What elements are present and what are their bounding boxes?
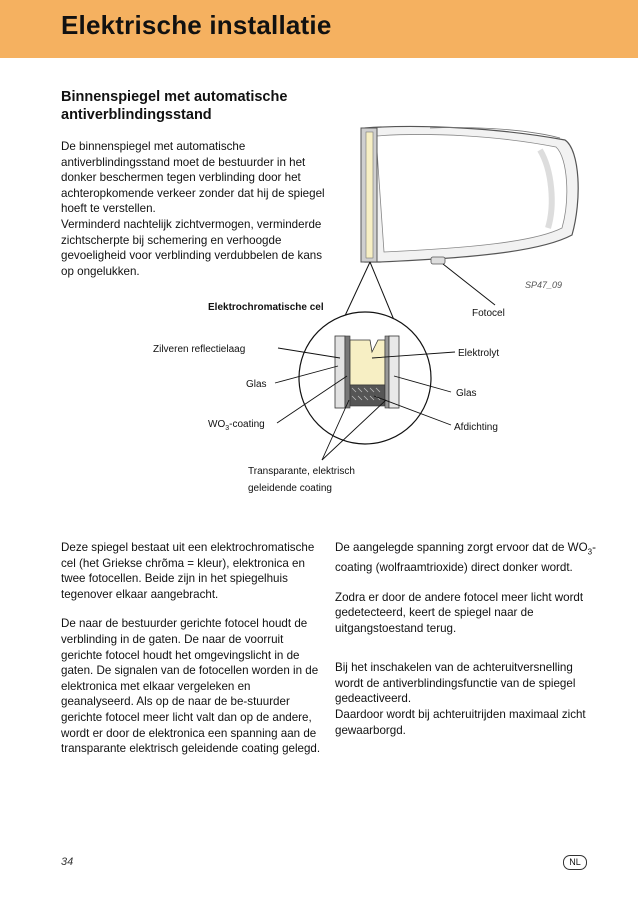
mirror-illustration bbox=[361, 127, 578, 265]
col1-paragraph-2: De naar de bestuurder gerichte fotocel houdt de verblinding in de gaten. De naar de voorruit gerichte fotocel houdt het omgevingslicht in de gaten. De signalen van de fotocellen worden in de elektronica met elkaar vergeleken en geanalyseerd. Als op de naar de be-stuurder gerichte fotocel meer licht valt dan op de andere, wordt er door de elektronica een spanning aan de transparante elektrisch geleidende coating gelegd. bbox=[61, 617, 321, 756]
col2-paragraph-3: Bij het inschakelen van de achteruitversnelling wordt de antiverblindingsfunctie van de spiegel gedeactiveerd. Daardoor wordt bij achteruitrijden maximaal zicht gewaarborgd. bbox=[335, 661, 586, 737]
col2-paragraph-2: Zodra er door de andere fotocel meer licht wordt gedetecteerd, keert de spiegel naar de uitgangstoestand terug. bbox=[335, 590, 584, 635]
column-right bbox=[335, 540, 597, 738]
column-left bbox=[61, 540, 323, 771]
label-transparante-1: Transparante, elektrisch bbox=[248, 466, 355, 477]
label-glas-left: Glas bbox=[246, 379, 267, 390]
label-fotocel: Fotocel bbox=[472, 308, 505, 319]
intro-paragraph-2: Verminderd nachtelijk zichtvermogen, verminderde zichtscherpte bij schemering en verhoogde gevoeligheid voor verblinding verdubbelen de kans op ongelukken. bbox=[61, 217, 323, 278]
language-badge: NL bbox=[563, 855, 587, 870]
col2-paragraph-1: De aangelegde spanning zorgt ervoor dat de $WO_3$-coating (wolfraamtrioxide) direct donker wordt. bbox=[335, 541, 596, 574]
page-title: Elektrische installatie bbox=[61, 10, 332, 40]
cell-cross-section bbox=[335, 336, 399, 408]
label-elektrolyt: Elektrolyt bbox=[458, 348, 500, 359]
label-transparante-2: geleidende coating bbox=[248, 483, 332, 494]
page-number: 34 bbox=[61, 856, 74, 868]
label-zilveren: Zilveren reflectielaag bbox=[153, 344, 246, 355]
col1-paragraph-1: Deze spiegel bestaat uit een elektrochromatische cel (het Griekse chrõma = kleur), elektronica en twee fotocellen. Beide zijn in het spiegelhuis tegenover elkaar aangebracht. bbox=[61, 541, 315, 601]
intro-paragraph-1: De binnenspiegel met automatische antiverblindingsstand moet de bestuurder in het donker beschermen tegen verblinding door het achteropkomende verkeer zonder dat hij de spiegel hoeft te verstellen. bbox=[61, 140, 325, 216]
label-wo3: $WO_3$-coating bbox=[208, 419, 265, 432]
section-title: Binnenspiegel met automatische antiverblindingsstand bbox=[61, 89, 288, 123]
label-cel-title: Elektrochromatische cel bbox=[208, 302, 324, 313]
figure-code: SP47_09 bbox=[525, 280, 563, 290]
label-glas-right: Glas bbox=[456, 388, 477, 399]
photocell-shape bbox=[431, 257, 445, 264]
label-afdichting: Afdichting bbox=[454, 422, 498, 433]
